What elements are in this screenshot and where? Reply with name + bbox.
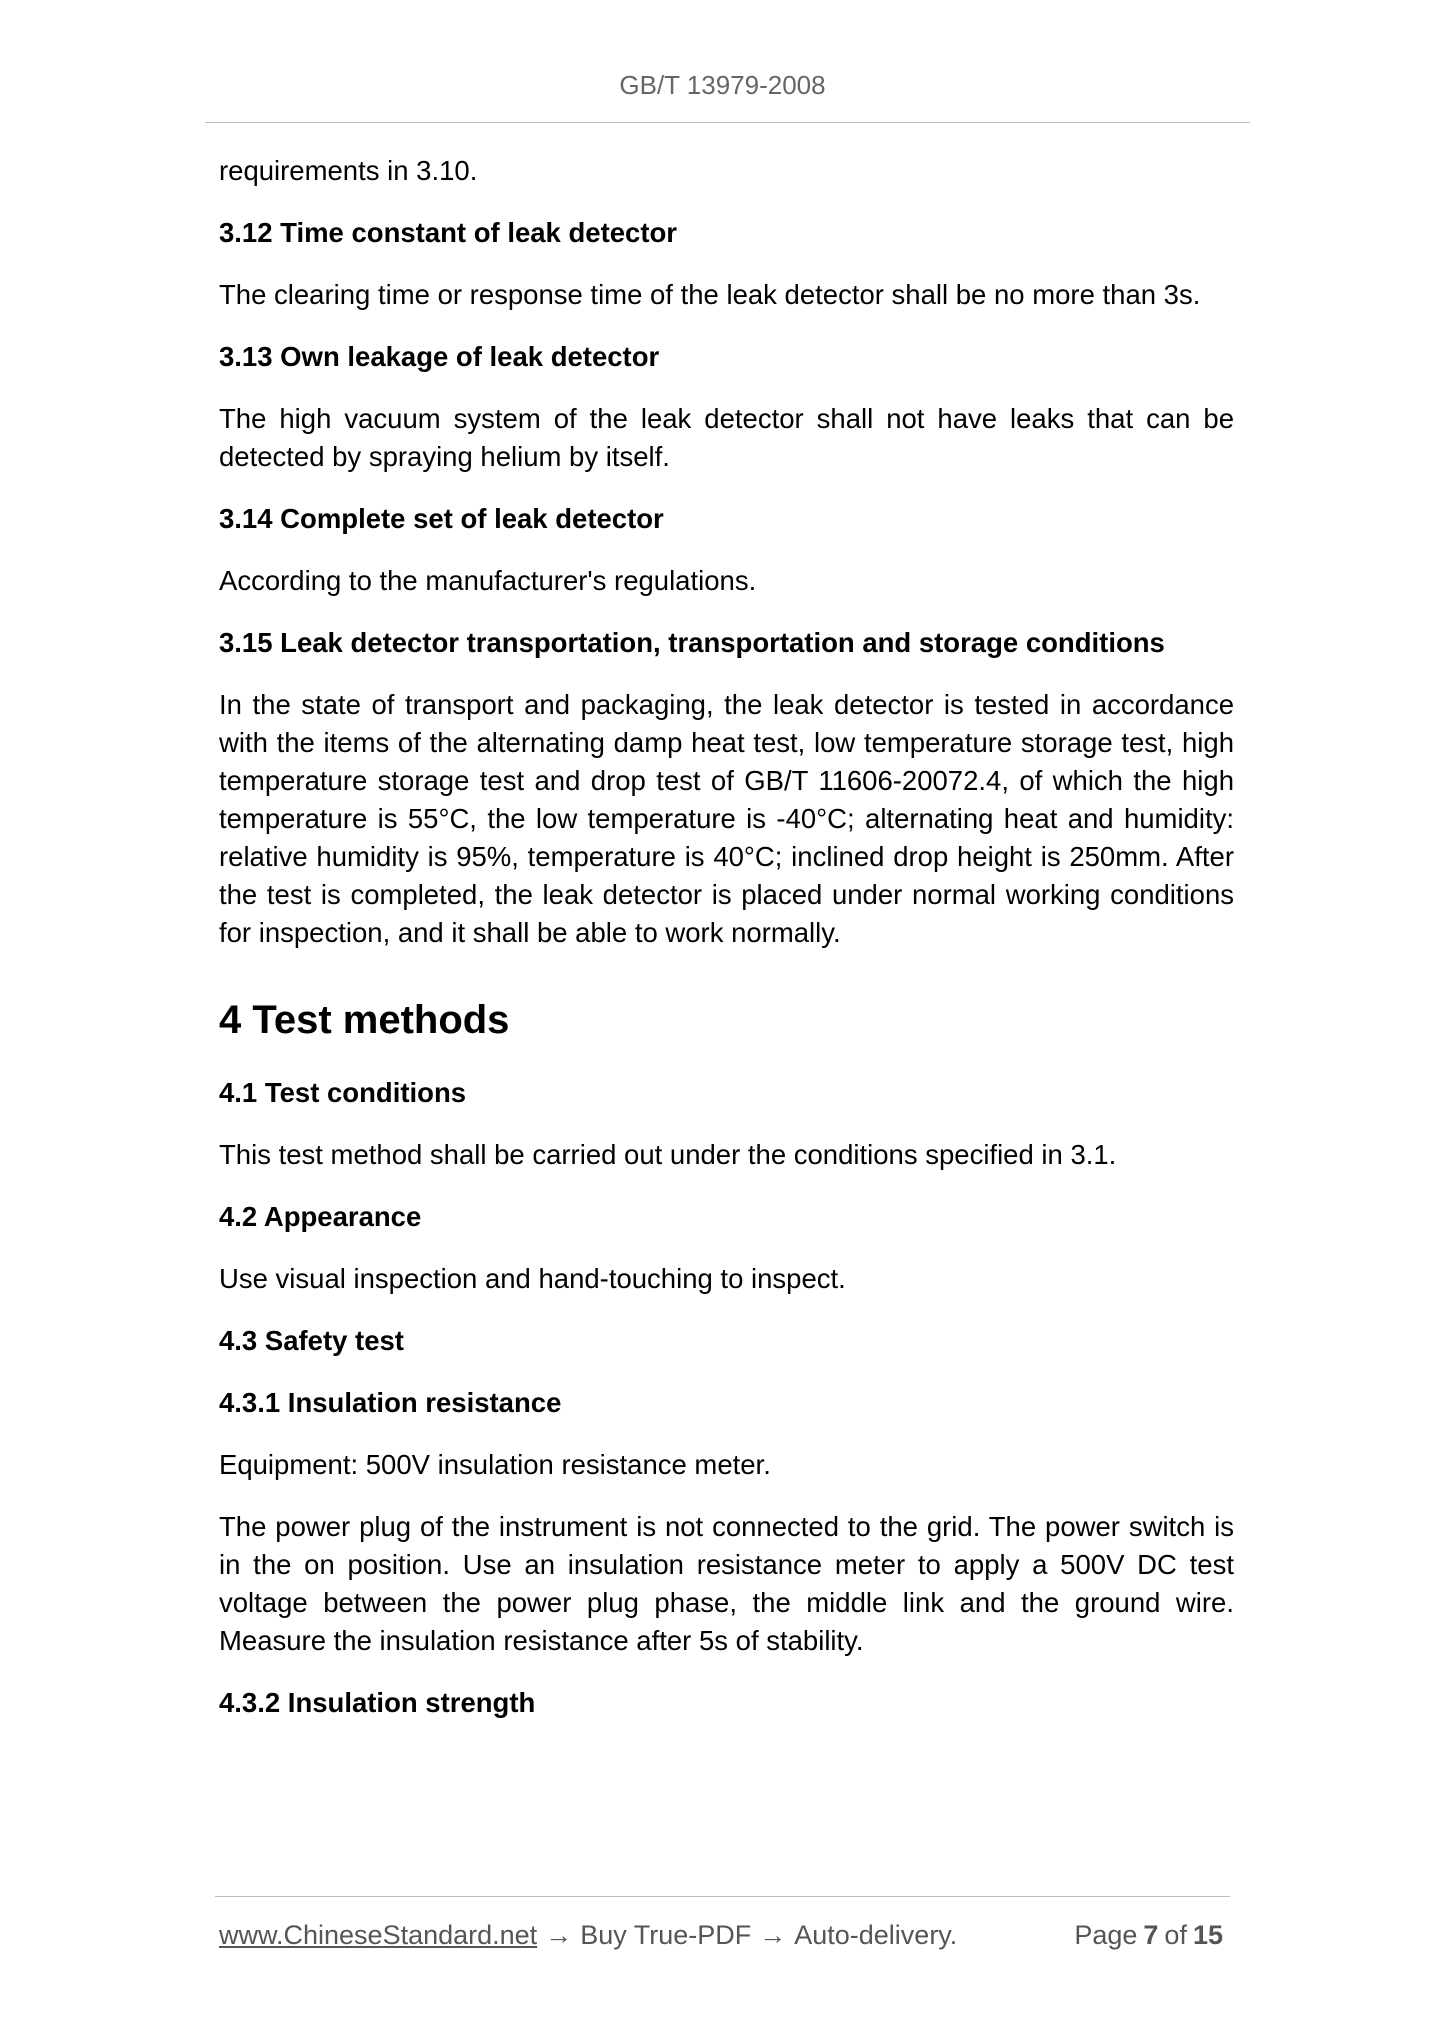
heading-3-14: 3.14 Complete set of leak detector: [219, 503, 664, 534]
header-divider: [205, 122, 1250, 123]
paragraph-3-13: The high vacuum system of the leak detector shall not have leaks that can be detected by spraying helium by itself.: [219, 403, 1234, 472]
paragraph-continuation: requirements in 3.10.: [219, 155, 478, 186]
page-of-label: of: [1164, 1920, 1187, 1950]
total-pages-number: 15: [1192, 1920, 1223, 1950]
paragraph-4-2: Use visual inspection and hand-touching to inspect.: [219, 1263, 846, 1294]
page-header-title: GB/T 13979-2008: [619, 70, 826, 100]
page-number: [1074, 1920, 1229, 1951]
section-heading-4: 4 Test methods: [219, 998, 510, 1042]
document-body: [219, 152, 1234, 1746]
heading-4-1: 4.1 Test conditions: [219, 1077, 467, 1108]
chinesestandard-link[interactable]: www.ChineseStandard.net: [219, 1920, 538, 1950]
heading-4-2: 4.2 Appearance: [219, 1201, 422, 1232]
footer-divider: [215, 1896, 1230, 1897]
heading-4-3-1: 4.3.1 Insulation resistance: [219, 1387, 562, 1418]
current-page-number: 7: [1143, 1920, 1159, 1950]
heading-3-15: 3.15 Leak detector transportation, transportation and storage conditions: [219, 627, 1165, 658]
paragraph-4-3-1-procedure: The power plug of the instrument is not connected to the grid. The power switch is in the on position. Use an insulation resistance meter to apply a 500V DC test voltage between the power plug phase, the middle link and the ground wire. Measure the insulation resistance after 5s of stability.: [219, 1511, 1234, 1656]
page-footer: [219, 1920, 1229, 1951]
paragraph-3-12: The clearing time or response time of the leak detector shall be no more than 3s.: [219, 279, 1201, 310]
heading-3-12: 3.12 Time constant of leak detector: [219, 217, 677, 248]
arrow-right-icon: →: [545, 1920, 573, 1950]
heading-4-3: 4.3 Safety test: [219, 1325, 404, 1356]
auto-delivery-text: Auto-delivery.: [794, 1920, 958, 1950]
heading-3-13: 3.13 Own leakage of leak detector: [219, 341, 660, 372]
footer-left: [219, 1920, 957, 1951]
paragraph-4-3-1-equipment: Equipment: 500V insulation resistance meter.: [219, 1449, 771, 1480]
page-label: Page: [1074, 1920, 1138, 1950]
paragraph-3-15: In the state of transport and packaging, the leak detector is tested in accordance with the items of the alternating damp heat test, low temperature storage test, high temperature storage test and drop test of GB/T 11606-20072.4, of which the high temperature is 55°C, the low temperature is -40°C; alternating heat and humidity: relative humidity is 95%, temperature is 40°C; inclined drop height is 250mm. After the test is completed, the leak detector is placed under normal working conditions for inspection, and it shall be able to work normally.: [219, 689, 1234, 948]
heading-4-3-2: 4.3.2 Insulation strength: [219, 1687, 536, 1718]
buy-true-pdf-text: Buy True-PDF: [580, 1920, 752, 1950]
paragraph-4-1: This test method shall be carried out under the conditions specified in 3.1.: [219, 1139, 1117, 1170]
paragraph-3-14: According to the manufacturer's regulations.: [219, 565, 757, 596]
arrow-right-icon: →: [759, 1920, 787, 1950]
